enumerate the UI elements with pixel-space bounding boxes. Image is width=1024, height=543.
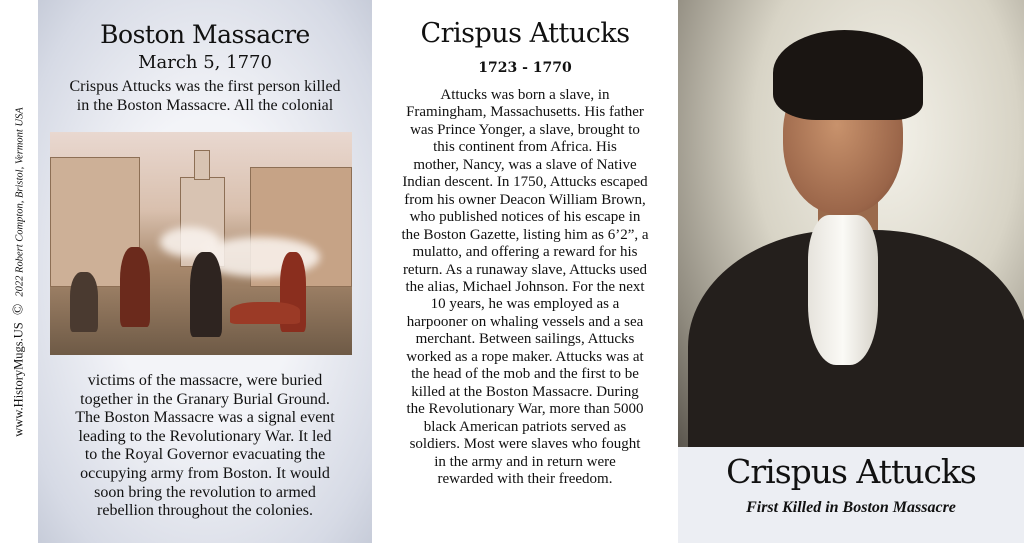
text-line: rewarded with their freedom. [437, 470, 613, 487]
panel-title: Boston Massacre [100, 20, 310, 49]
site-url: www.HistoryMugs.US [11, 322, 26, 437]
text-line: The Boston Massacre was a signal event [75, 409, 335, 427]
text-line: the alias, Michael Johnson. For the next [405, 278, 645, 295]
text-line: merchant. Between sailings, Attucks [415, 331, 635, 348]
text-line: mulatto, and offering a reward for his [412, 244, 638, 261]
text-line: harpooner on whaling vessels and a sea [406, 313, 644, 330]
intro-text [38, 78, 372, 115]
boston-massacre-painting [50, 132, 352, 355]
boston-massacre-panel [38, 0, 372, 543]
portrait-name: Crispus Attucks [726, 452, 976, 491]
bio-title: Crispus Attucks [420, 18, 630, 49]
text-line: worked as a rope maker. Attucks was at [406, 348, 644, 365]
text-line: together in the Granary Burial Ground. [80, 390, 330, 408]
panel-date: March 5, 1770 [138, 52, 272, 73]
text-line: this continent from Africa. His [433, 139, 617, 156]
portrait-image [678, 0, 1024, 447]
text-line: to the Royal Governor evacuating the [84, 446, 326, 464]
text-line: return. As a runaway slave, Attucks used [402, 261, 648, 278]
copyright-symbol: © [10, 303, 27, 316]
text-line: 10 years, he was employed as a [430, 296, 620, 313]
text-line: in the army and in return were [434, 453, 616, 470]
text-line: soon bring the revolution to armed [94, 483, 316, 501]
text-line: was Prince Yonger, a slave, brought to [410, 121, 640, 138]
bio-dates: 1723 - 1770 [478, 60, 572, 76]
text-line: leading to the Revolutionary War. It led [78, 427, 332, 445]
text-line: black American patriots served as [423, 418, 627, 435]
text-line: the Boston Gazette, listing him as 6’2”, a [401, 226, 649, 243]
portrait-panel [678, 0, 1024, 543]
text-line: killed at the Boston Massacre. During [411, 383, 639, 400]
text-line: occupying army from Boston. It would [80, 464, 330, 482]
portrait-subtitle: First Killed in Boston Massacre [746, 499, 956, 516]
text-line: Crispus Attucks was the first person killed [69, 78, 341, 95]
text-line: in the Boston Massacre. All the colonial [76, 96, 334, 114]
text-line: Framingham, Massachusetts. His father [406, 104, 644, 121]
body-text [38, 372, 372, 521]
text-line: the Revolutionary War, more than 5000 [406, 401, 644, 418]
credit-text [11, 107, 28, 436]
text-line: who published notices of his escape in [409, 209, 641, 226]
text-line: victims of the massacre, were buried [87, 372, 323, 389]
side-credit-strip [0, 0, 38, 543]
text-line: Attucks was born a slave, in [440, 87, 610, 103]
text-line: rebellion throughout the colonies. [97, 502, 313, 520]
bio-text [372, 87, 678, 488]
text-line: from his owner Deacon William Brown, [404, 191, 646, 208]
text-line: Indian descent. In 1750, Attucks escaped [402, 174, 648, 191]
biography-panel [372, 0, 678, 543]
text-line: mother, Nancy, was a slave of Native [413, 156, 637, 173]
credit-line: 2022 Robert Compton, Bristol, Vermont USA [14, 107, 26, 297]
text-line: soldiers. Most were slaves who fought [409, 436, 641, 453]
text-line: the head of the mob and the first to be [411, 366, 639, 383]
